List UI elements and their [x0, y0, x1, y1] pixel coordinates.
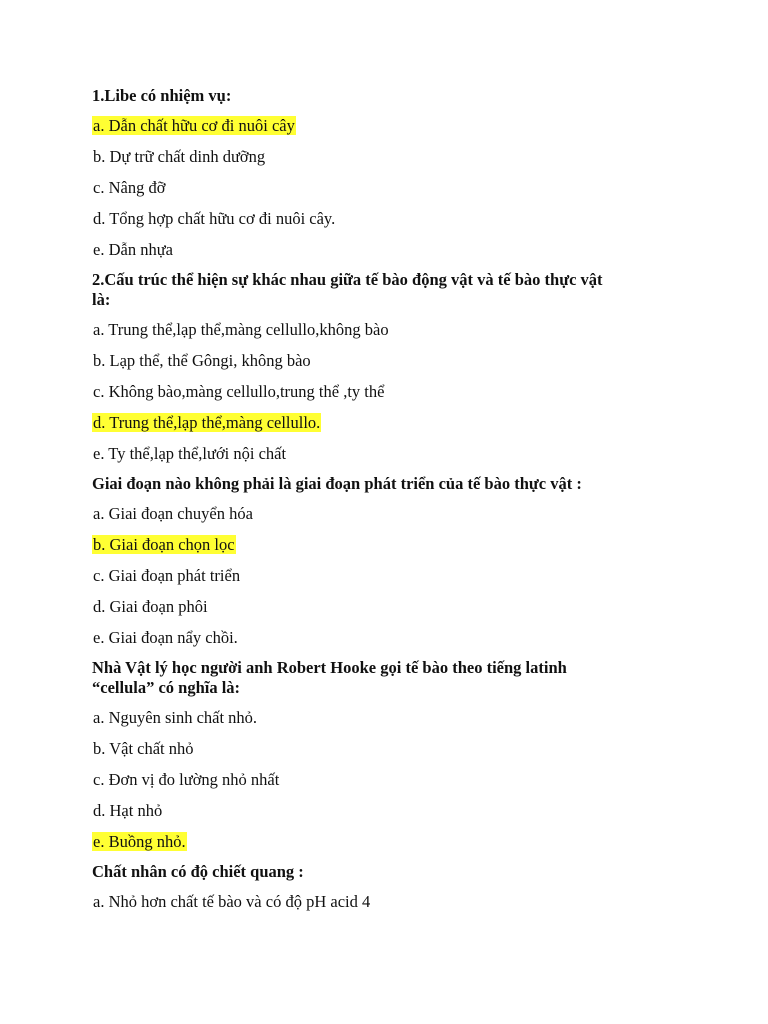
option-text: d. Trung thể,lạp thể,màng cellullo. [93, 413, 321, 432]
option-2a [92, 319, 672, 341]
option-text: c. Đơn vị đo lường nhỏ nhất [93, 770, 280, 789]
option-2d [92, 412, 672, 434]
option-text: d. Hạt nhỏ [93, 801, 163, 820]
option-4d [92, 800, 672, 822]
option-1e [92, 239, 672, 261]
option-text: a. Dẫn chất hữu cơ đi nuôi cây [93, 116, 295, 135]
option-3c [92, 565, 672, 587]
question-3: Giai đoạn nào không phải là giai đoạn phát triển của tế bào thực vật : [92, 474, 582, 493]
option-2c [92, 381, 672, 403]
option-text: a. Nguyên sinh chất nhỏ. [93, 708, 258, 727]
option-text: e. Ty thể,lạp thể,lưới nội chất [93, 444, 287, 463]
option-text: c. Không bào,màng cellullo,trung thể ,ty thể [93, 382, 385, 401]
option-text: e. Buồng nhỏ. [93, 832, 186, 851]
question-2 [92, 270, 672, 310]
option-1a [92, 115, 672, 137]
option-text: c. Giai đoạn phát triển [93, 566, 241, 585]
question-2-line-2: là: [92, 290, 111, 309]
option-text: b. Giai đoạn chọn lọc [93, 535, 235, 554]
option-text: c. Nâng đỡ [93, 178, 166, 197]
document-page [92, 86, 672, 922]
option-text: b. Dự trữ chất dinh dưỡng [93, 147, 266, 166]
option-text: b. Vật chất nhỏ [93, 739, 194, 758]
option-5a [92, 891, 672, 913]
question-1: 1.Libe có nhiệm vụ: [92, 86, 232, 105]
option-text: a. Nhỏ hơn chất tế bào và có độ pH acid 4 [93, 892, 371, 911]
option-text: b. Lạp thể, thể Gôngi, không bào [93, 351, 311, 370]
option-4e [92, 831, 672, 853]
option-text: e. Giai đoạn nẩy chồi. [93, 628, 238, 647]
option-4c [92, 769, 672, 791]
option-text: e. Dẫn nhựa [93, 240, 173, 259]
option-1b [92, 146, 672, 168]
option-text: a. Trung thể,lạp thể,màng cellullo,không bào [93, 320, 389, 339]
option-2e [92, 443, 672, 465]
option-1d [92, 208, 672, 230]
option-text: d. Tổng hợp chất hữu cơ đi nuôi cây. [93, 209, 336, 228]
option-3b [92, 534, 672, 556]
option-3a [92, 503, 672, 525]
option-2b [92, 350, 672, 372]
option-text: a. Giai đoạn chuyển hóa [93, 504, 253, 523]
question-4-line-2: “cellula” có nghĩa là: [92, 678, 241, 697]
option-4a [92, 707, 672, 729]
option-3e [92, 627, 672, 649]
question-4 [92, 658, 672, 698]
question-4-line-1: Nhà Vật lý học người anh Robert Hooke gọi tế bào theo tiếng latinh [92, 658, 567, 677]
option-3d [92, 596, 672, 618]
option-4b [92, 738, 672, 760]
option-text: d. Giai đoạn phôi [93, 597, 208, 616]
question-2-line-1: 2.Cấu trúc thể hiện sự khác nhau giữa tế bào động vật và tế bào thực vật [92, 270, 603, 289]
option-1c [92, 177, 672, 199]
question-5: Chất nhân có độ chiết quang : [92, 862, 304, 881]
